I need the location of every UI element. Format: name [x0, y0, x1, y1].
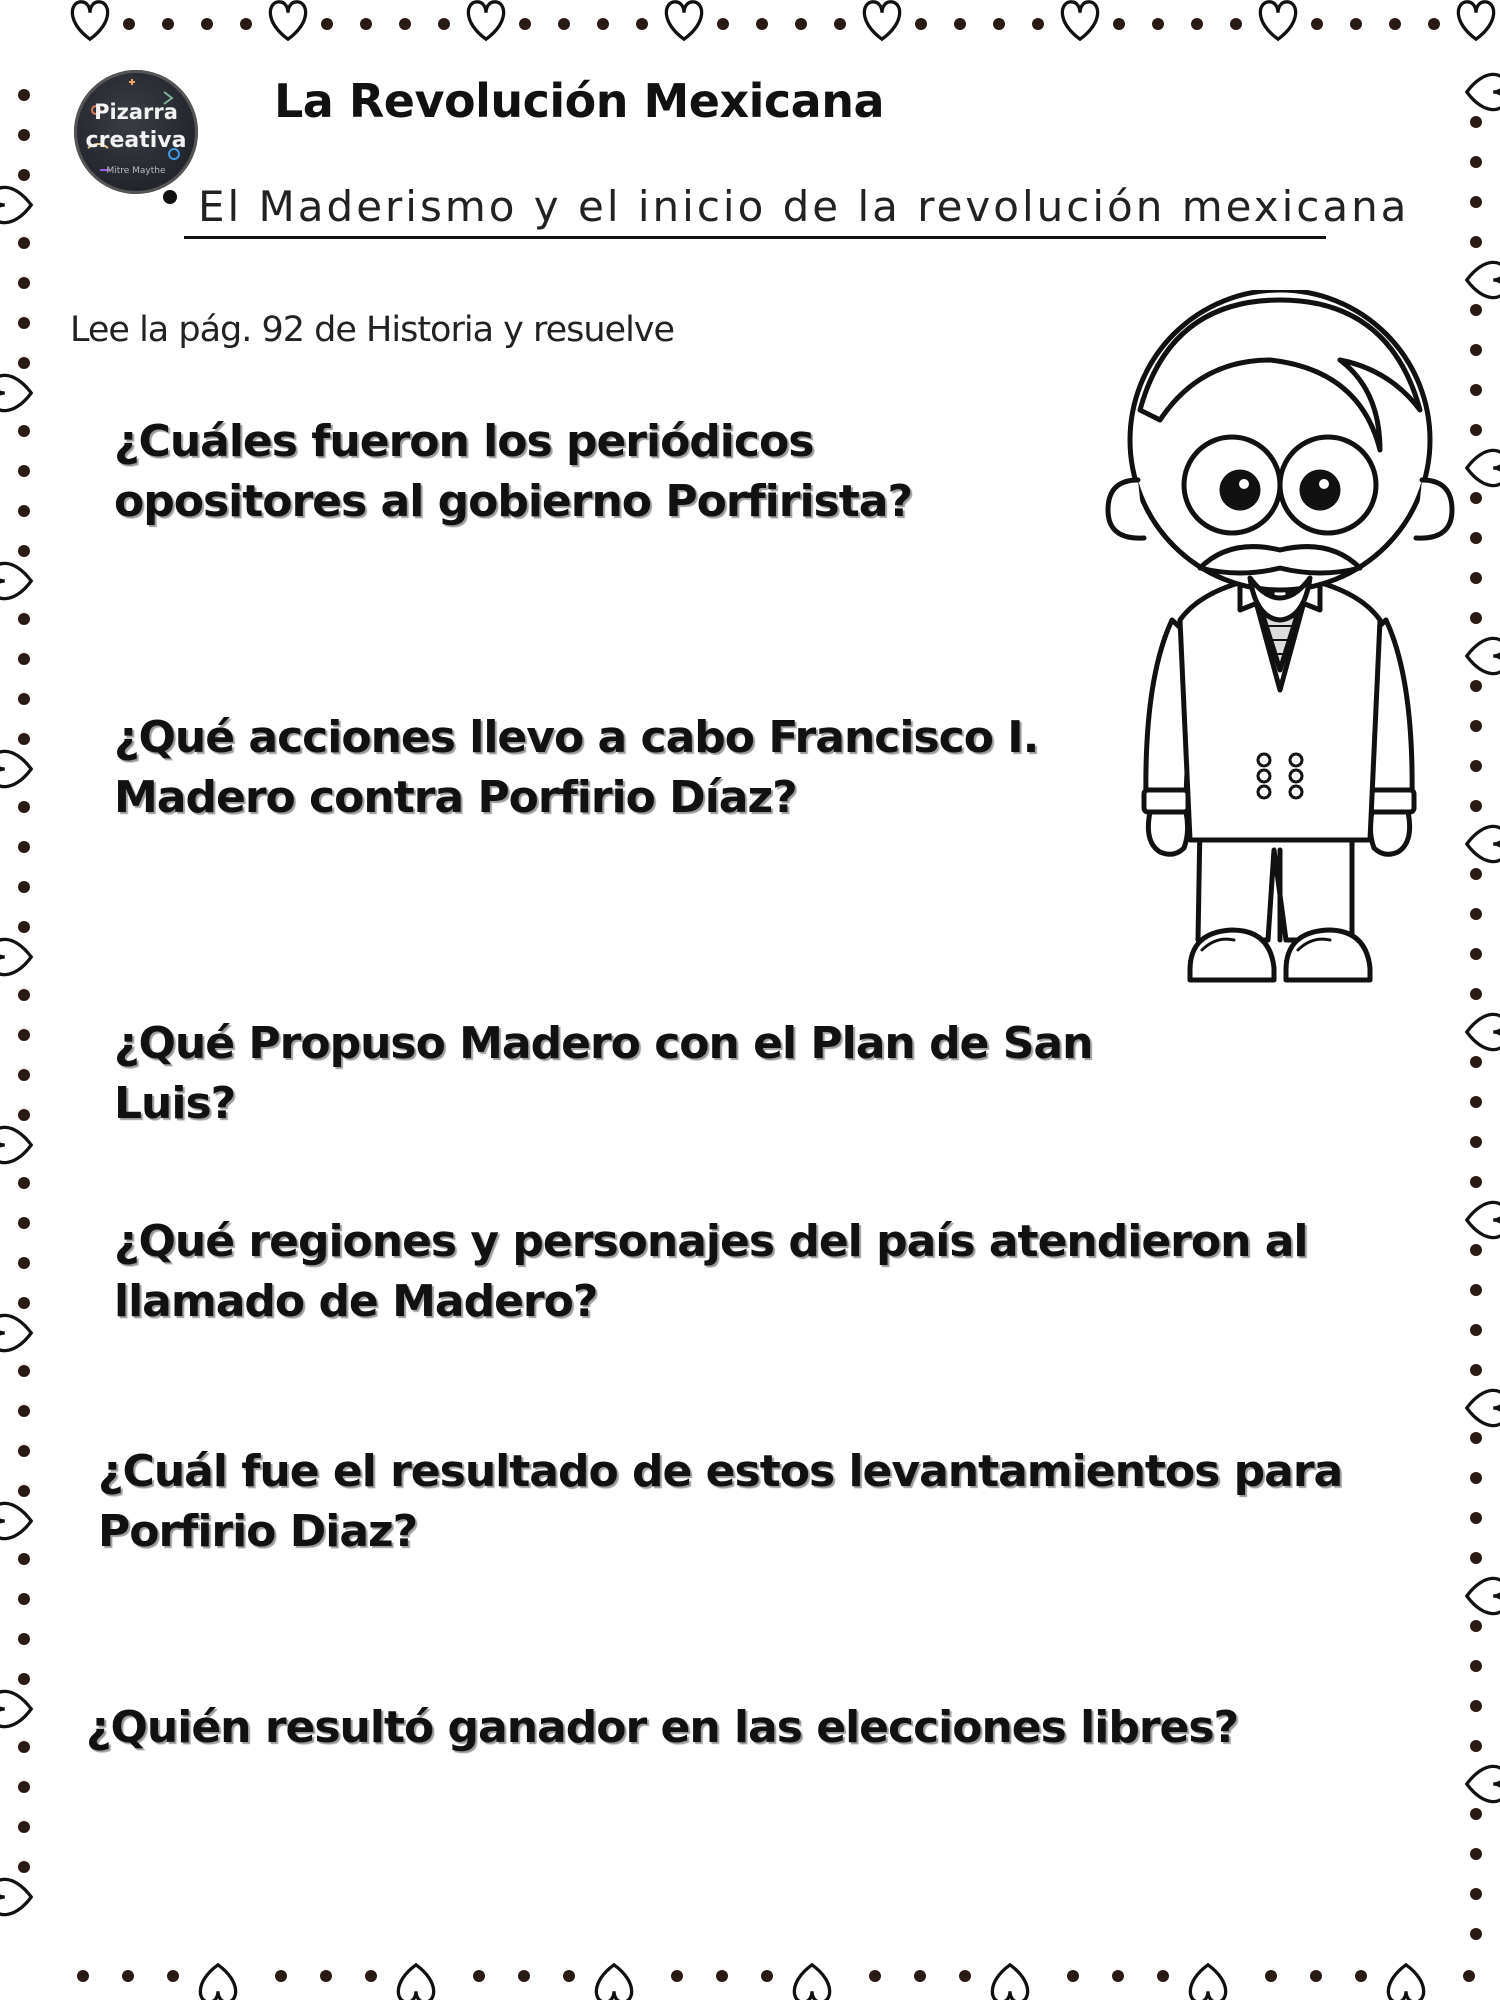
border-dot [18, 1781, 30, 1793]
border-dot [1470, 1136, 1482, 1148]
border-dot [1470, 948, 1482, 960]
madero-cartoon-icon [1090, 290, 1470, 1010]
page-subtitle: El Maderismo y el inicio de la revolución mexicana [198, 182, 1410, 231]
border-dot [518, 1970, 530, 1982]
border-dot [18, 277, 30, 289]
border-dot [1470, 1700, 1482, 1712]
border-heart-icon [992, 1965, 1027, 2000]
border-heart-icon [1467, 1014, 1500, 1049]
border-heart-icon [0, 563, 31, 598]
border-heart-icon [1467, 638, 1500, 673]
border-dot [1112, 1970, 1124, 1982]
border-dot [201, 18, 213, 30]
border-heart-icon [270, 2, 305, 39]
border-dot [716, 1970, 728, 1982]
border-dot [1470, 1740, 1482, 1752]
border-dot [1265, 1970, 1277, 1982]
border-dot [18, 653, 30, 665]
border-dot [18, 1821, 30, 1833]
border-dot [240, 18, 252, 30]
border-dot [563, 1970, 575, 1982]
border-dot [1470, 1432, 1482, 1444]
border-dot [360, 18, 372, 30]
border-heart-icon [794, 1965, 829, 2000]
border-heart-icon [0, 939, 31, 974]
border-heart-icon [0, 1127, 31, 1162]
border-dot [1113, 18, 1125, 30]
border-dot [959, 1970, 971, 1982]
border-dot [1470, 116, 1482, 128]
page-title: La Revolución Mexicana [274, 74, 884, 128]
border-heart-icon [0, 1503, 31, 1538]
border-dot [18, 1861, 30, 1873]
border-heart-icon [0, 751, 31, 786]
border-dot [1470, 1512, 1482, 1524]
border-dot [1470, 720, 1482, 732]
border-dot [519, 18, 531, 30]
border-dot [18, 1445, 30, 1457]
border-dot [18, 921, 30, 933]
border-dot [18, 733, 30, 745]
border-heart-icon [1467, 262, 1500, 297]
border-dot [1470, 680, 1482, 692]
border-dot [365, 1970, 377, 1982]
border-dot [1470, 1244, 1482, 1256]
border-dot [18, 1365, 30, 1377]
border-dot [1157, 1970, 1169, 1982]
border-dot [1032, 18, 1044, 30]
border-dot [597, 18, 609, 30]
border-dot [18, 505, 30, 517]
border-dot [1470, 1552, 1482, 1564]
border-heart-icon [1260, 2, 1295, 39]
subtitle-underline [184, 236, 1326, 239]
border-dot [18, 1405, 30, 1417]
border-dot [162, 18, 174, 30]
border-dot [1470, 1888, 1482, 1900]
border-dot [1355, 1970, 1367, 1982]
border-dot [1470, 1096, 1482, 1108]
border-dot [795, 18, 807, 30]
border-dot [1470, 1284, 1482, 1296]
border-dot [1470, 1808, 1482, 1820]
border-heart-icon [1467, 1578, 1500, 1613]
border-dot [1470, 760, 1482, 772]
border-dot [954, 18, 966, 30]
border-dot [1470, 1056, 1482, 1068]
border-dot [914, 1970, 926, 1982]
question-1: ¿Cuáles fueron los periódicos opositores al gobierno Porfirista? [114, 416, 912, 527]
border-dot [1470, 868, 1482, 880]
border-dot [321, 18, 333, 30]
border-dot [756, 18, 768, 30]
logo-text-line2: creativa [85, 128, 187, 153]
border-dot [18, 1297, 30, 1309]
border-heart-icon [0, 1879, 31, 1914]
border-heart-icon [200, 1965, 235, 2000]
border-dot [275, 1970, 287, 1982]
border-dot [18, 1673, 30, 1685]
border-dot [1470, 1472, 1482, 1484]
border-dot [761, 1970, 773, 1982]
border-heart-icon [0, 1691, 31, 1726]
border-heart-icon [1190, 1965, 1225, 2000]
border-dot [473, 1970, 485, 1982]
border-heart-icon [1062, 2, 1097, 39]
border-dot [18, 169, 30, 181]
border-dot [558, 18, 570, 30]
instruction-text: Lee la pág. 92 de Historia y resuelve [70, 310, 675, 350]
border-dot [18, 1257, 30, 1269]
border-dot [18, 693, 30, 705]
border-dot [1470, 424, 1482, 436]
border-dot [18, 1485, 30, 1497]
border-dot [1470, 304, 1482, 316]
border-dot [1470, 1928, 1482, 1940]
border-dot [1191, 18, 1203, 30]
border-heart-icon [1458, 2, 1493, 39]
border-dot [18, 881, 30, 893]
border-dot [438, 18, 450, 30]
border-heart-icon [666, 2, 701, 39]
border-heart-icon [0, 1315, 31, 1350]
border-dot [1389, 18, 1401, 30]
border-dot [18, 545, 30, 557]
border-heart-icon [1467, 1390, 1500, 1425]
border-dot [18, 1177, 30, 1189]
border-dot [18, 613, 30, 625]
border-dot [1470, 384, 1482, 396]
border-dot [834, 18, 846, 30]
border-dot [18, 801, 30, 813]
border-dot [636, 18, 648, 30]
question-6: ¿Quién resultó ganador en las elecciones libres? [86, 1702, 1239, 1753]
border-dot [993, 18, 1005, 30]
border-dot [1067, 1970, 1079, 1982]
border-heart-icon [1467, 74, 1500, 109]
border-dot [1470, 492, 1482, 504]
border-dot [1470, 988, 1482, 1000]
border-dot [18, 1217, 30, 1229]
border-dot [77, 1970, 89, 1982]
border-heart-icon [1388, 1965, 1423, 2000]
border-dot [1470, 908, 1482, 920]
border-dot [18, 1553, 30, 1565]
border-dot [1470, 800, 1482, 812]
question-4: ¿Qué regiones y personajes del país atendieron al llamado de Madero? [114, 1216, 1308, 1327]
border-dot [18, 1593, 30, 1605]
border-dot [18, 989, 30, 1001]
border-dot [123, 18, 135, 30]
border-dot [399, 18, 411, 30]
border-dot [18, 841, 30, 853]
bullet-dot-icon [163, 190, 177, 204]
border-heart-icon [468, 2, 503, 39]
question-5: ¿Cuál fue el resultado de estos levantamientos para Porfirio Diaz? [98, 1446, 1343, 1557]
border-dot [18, 357, 30, 369]
border-dot [1470, 1324, 1482, 1336]
logo-text-line1: Pizarra [94, 100, 178, 124]
border-heart-icon [1467, 1766, 1500, 1801]
border-dot [122, 1970, 134, 1982]
border-heart-icon [398, 1965, 433, 2000]
border-dot [18, 317, 30, 329]
border-dot [1463, 1970, 1475, 1982]
border-heart-icon [72, 2, 107, 39]
border-heart-icon [1467, 1202, 1500, 1237]
border-dot [1470, 1848, 1482, 1860]
border-heart-icon [864, 2, 899, 39]
border-dot [18, 425, 30, 437]
border-dot [18, 1029, 30, 1041]
border-dot [18, 129, 30, 141]
border-dot [1311, 18, 1323, 30]
border-dot [1470, 1364, 1482, 1376]
border-dot [1470, 1660, 1482, 1672]
border-dot [1470, 236, 1482, 248]
border-dot [18, 237, 30, 249]
border-dot [18, 89, 30, 101]
border-dot [18, 1109, 30, 1121]
border-dot [1470, 572, 1482, 584]
border-dot [717, 18, 729, 30]
border-dot [869, 1970, 881, 1982]
border-dot [1470, 196, 1482, 208]
border-dot [1310, 1970, 1322, 1982]
border-dot [1152, 18, 1164, 30]
border-dot [1470, 344, 1482, 356]
border-dot [1470, 156, 1482, 168]
border-dot [18, 1741, 30, 1753]
border-dot [18, 1633, 30, 1645]
border-dot [167, 1970, 179, 1982]
border-dot [1230, 18, 1242, 30]
border-dot [1470, 1176, 1482, 1188]
border-heart-icon [0, 375, 31, 410]
border-dot [1428, 18, 1440, 30]
border-dot [1470, 1620, 1482, 1632]
border-heart-icon [0, 187, 31, 222]
border-dot [320, 1970, 332, 1982]
border-dot [1350, 18, 1362, 30]
border-heart-icon [1467, 826, 1500, 861]
border-heart-icon [596, 1965, 631, 2000]
question-2: ¿Qué acciones llevo a cabo Francisco I. Madero contra Porfirio Díaz? [114, 712, 1039, 823]
logo-author: Mitre Maythe [106, 166, 166, 176]
border-dot [18, 1069, 30, 1081]
border-dot [915, 18, 927, 30]
border-dot [1470, 612, 1482, 624]
border-dot [671, 1970, 683, 1982]
question-3: ¿Qué Propuso Madero con el Plan de San Luis? [114, 1018, 1093, 1129]
border-heart-icon [1467, 450, 1500, 485]
border-dot [1470, 532, 1482, 544]
pizarra-creativa-logo [74, 70, 198, 194]
border-dot [18, 465, 30, 477]
